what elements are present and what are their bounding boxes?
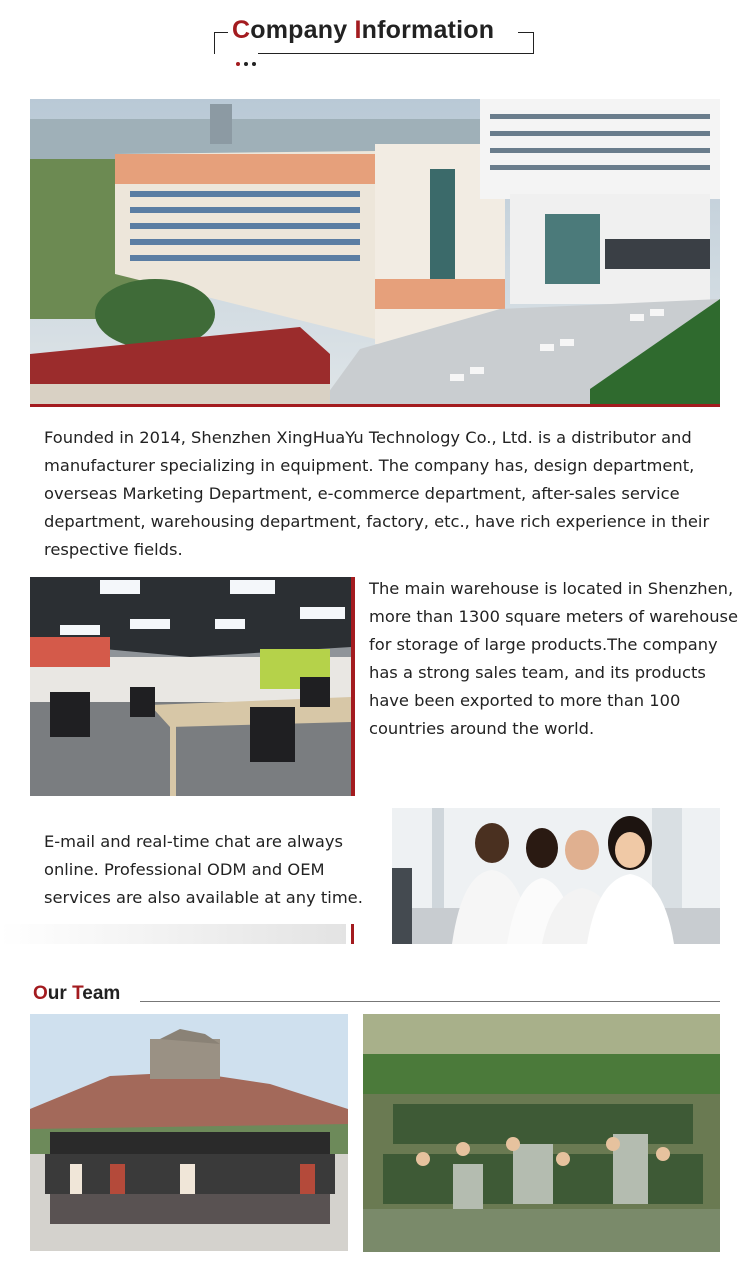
page-title [232,16,494,45]
intro-line: Founded in 2014, Shenzhen XingHuaYu Technology Co., Ltd. is a distributor and [44,428,692,447]
intro-line: respective fields. [44,540,183,559]
intro-line: manufacturer specializing in equipment. The company has, design department, [44,456,695,475]
title-initial-i: I [354,16,362,44]
intro-line: overseas Marketing Department, e-commerce department, after-sales service [44,484,680,503]
customer-service-photo [392,808,720,944]
warehouse-line: countries around the world. [369,719,595,738]
title-initial-c: C [232,16,251,44]
team-group-photo-monument [30,1014,348,1251]
team-title-word-1: ur [47,983,73,1004]
service-line: E-mail and real-time chat are always [44,832,343,851]
team-title-initial-t: T [72,983,83,1004]
office-photo-side-bar [351,577,355,796]
office-photo [30,577,351,796]
service-gradient-bar [0,924,346,944]
warehouse-line: has a strong sales team, and its products [369,663,706,682]
service-line: online. Professional ODM and OEM [44,860,325,879]
company-building-photo [30,99,720,404]
title-word-1: ompany [250,16,355,44]
warehouse-line: have been exported to more than 100 [369,691,681,710]
service-line: services are also available at any time. [44,888,363,907]
intro-line: department, warehousing department, factory, etc., have rich experience in their [44,512,710,531]
team-title-rule [140,1001,720,1002]
title-word-2: nformation [361,16,495,44]
team-group-photo-camo [363,1014,720,1252]
building-photo-underline [30,404,720,407]
company-intro-paragraph [44,424,744,564]
warehouse-line: The main warehouse is located in Shenzhen, [369,579,734,598]
title-dots [236,51,260,70]
team-section-title [33,983,120,1005]
warehouse-line: for storage of large products.The company [369,635,718,654]
warehouse-paragraph [369,575,749,743]
warehouse-line: more than 1300 square meters of warehouse [369,607,739,626]
team-title-word-2: eam [82,983,121,1004]
service-paragraph [44,828,374,912]
service-red-divider [351,924,354,944]
team-title-initial-o: O [33,983,48,1004]
